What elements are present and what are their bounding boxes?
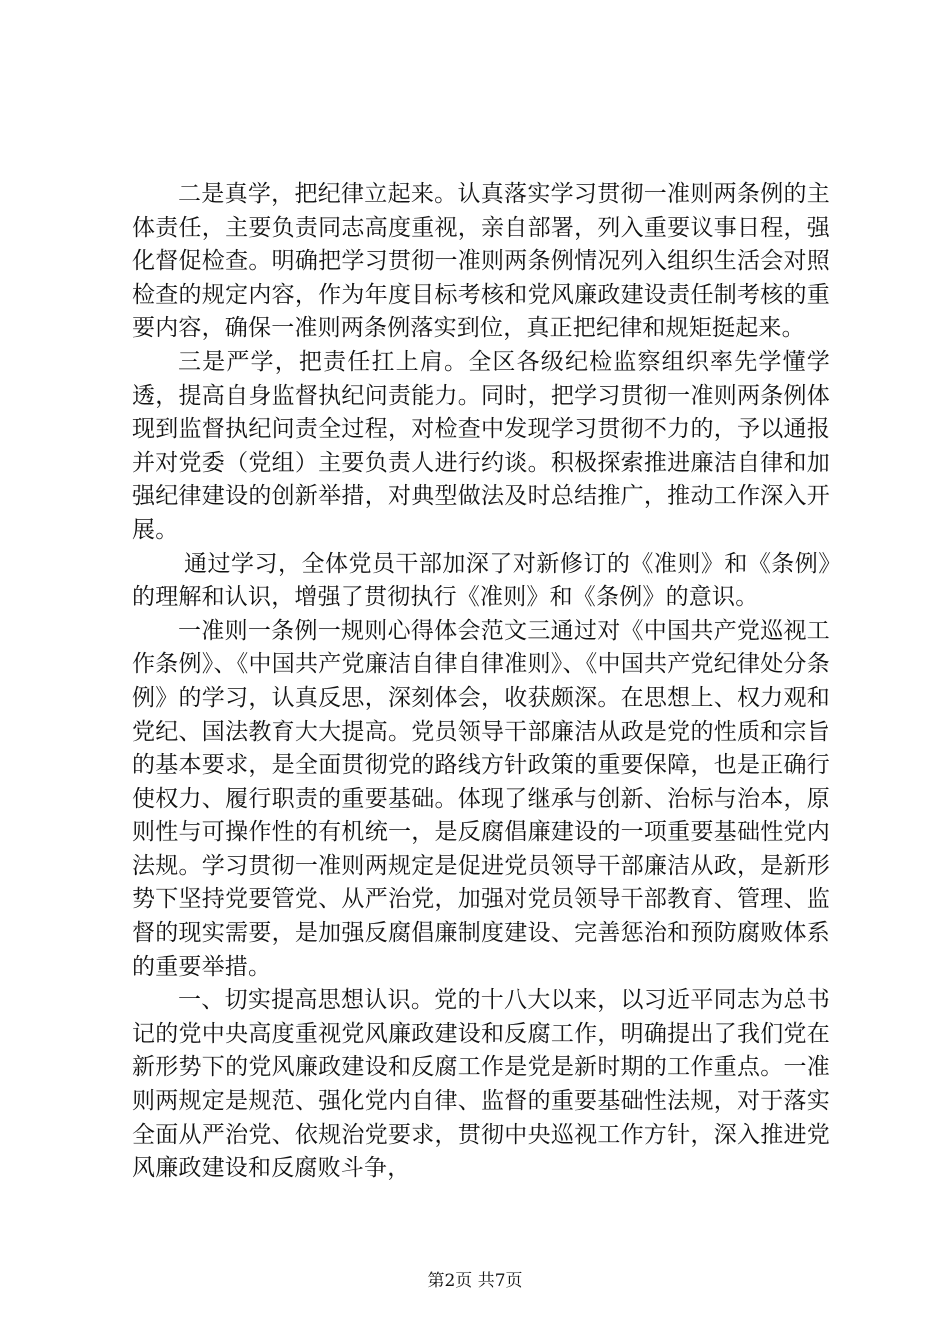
document-body	[132, 178, 830, 1186]
paragraph-point-one: 一、切实提高思想认识。党的十八大以来，以习近平同志为总书记的党中央高度重视党风廉政建设和反腐工作，明确提出了我们党在新形势下的党风廉政建设和反腐工作是党是新时期的工作重点。一准则两规定是规范、强化党内自律、监督的重要基础性法规，对于落实全面从严治党、依规治党要求，贯彻中央巡视工作方针，深入推进党风廉政建设和反腐败斗争，	[132, 987, 830, 1182]
paragraph-yanxue: 三是严学，把责任扛上肩。全区各级纪检监察组织率先学懂学透，提高自身监督执纪问责能力。同时，把学习贯彻一准则两条例体现到监督执纪问责全过程，对检查中发现学习贯彻不力的，予以通报并对党委（党组）主要负责人进行约谈。积极探索推进廉洁自律和加强纪律建设的创新举措，对典型做法及时总结推广，推动工作深入开展。	[132, 348, 830, 543]
paragraph-essay-three: 一准则一条例一规则心得体会范文三通过对《中国共产党巡视工作条例》、《中国共产党廉洁自律自律准则》、《中国共产党纪律处分条例》的学习，认真反思，深刻体会，收获颇深。在思想上、权力观和党纪、国法教育大大提高。党员领导干部廉洁从政是党的性质和宗旨的基本要求，是全面贯彻党的路线方针政策的重要保障，也是正确行使权力、履行职责的重要基础。体现了继承与创新、治标与治本，原则性与可操作性的有机统一，是反腐倡廉建设的一项重要基础性党内法规。学习贯彻一准则两规定是促进党员领导干部廉洁从政，是新形势下坚持党要管党、从严治党，加强对党员领导干部教育、管理、监督的现实需要，是加强反腐倡廉制度建设、完善惩治和预防腐败体系的重要举措。	[132, 617, 830, 980]
paragraph-zhenxue: 二是真学，把纪律立起来。认真落实学习贯彻一准则两条例的主体责任，主要负责同志高度重视，亲自部署，列入重要议事日程，强化督促检查。明确把学习贯彻一准则两条例情况列入组织生活会对照检查的规定内容，作为年度目标考核和党风廉政建设责任制考核的重要内容，确保一准则两条例落实到位，真正把纪律和规矩挺起来。	[132, 181, 830, 342]
page-footer: 第2页 共7页	[427, 1271, 523, 1291]
paragraph-summary: 通过学习，全体党员干部加深了对新修订的《准则》和《条例》的理解和认识，增强了贯彻执行《准则》和《条例》的意识。	[132, 550, 830, 611]
